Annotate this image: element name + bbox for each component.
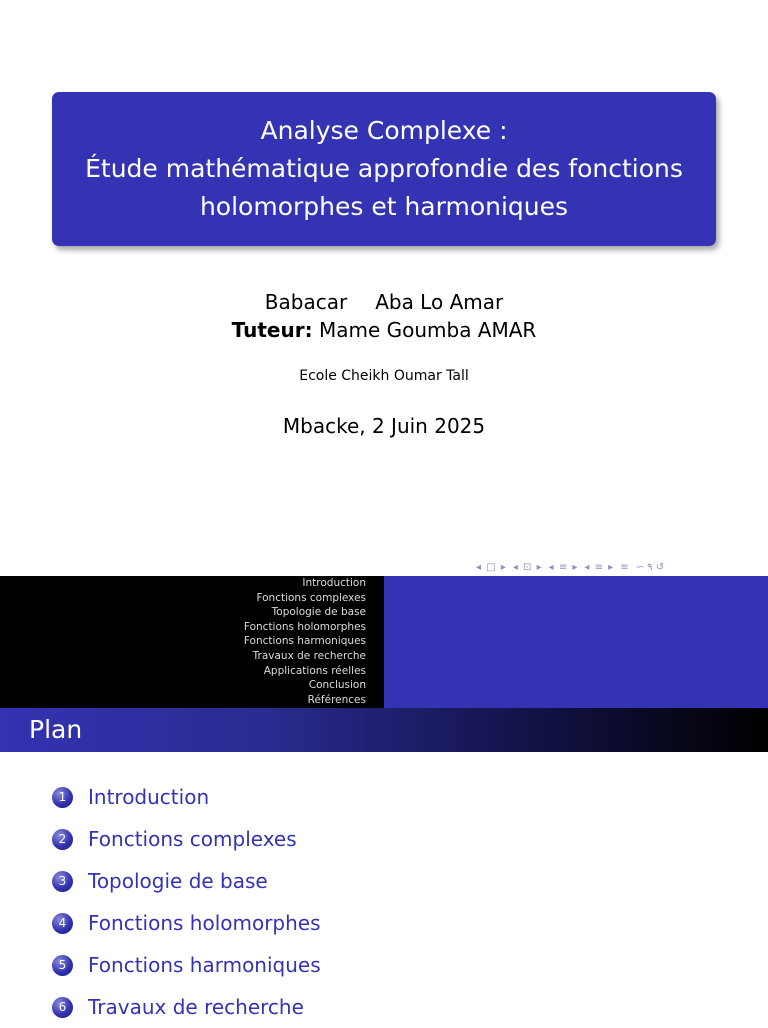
toc-number-badge: 4 — [52, 913, 73, 934]
toc-label[interactable]: Introduction — [88, 785, 210, 809]
section-link-applications[interactable]: Applications réelles — [263, 664, 366, 677]
presentation-nav-icon[interactable]: ◂ ≡ ▸ — [584, 561, 615, 573]
institute: Ecole Cheikh Oumar Tall — [299, 368, 469, 384]
table-of-contents — [52, 776, 321, 1028]
authors — [0, 287, 768, 317]
toc-label[interactable]: Topologie de base — [88, 869, 268, 893]
toc-label[interactable]: Fonctions holomorphes — [88, 911, 321, 935]
title-block — [52, 92, 716, 246]
section-link-references[interactable]: Références — [307, 693, 366, 706]
title-line-1: Analyse Complexe : — [260, 116, 508, 145]
toc-number-badge: 6 — [52, 997, 73, 1018]
beamer-navigation[interactable] — [476, 560, 766, 574]
section-nav-icon[interactable]: ◂ ≡ ▸ — [548, 561, 579, 573]
presentation-date: Mbacke, 2 Juin 2025 — [282, 414, 486, 438]
tutor-name: Mame Goumba AMAR — [318, 318, 537, 342]
title-line-2: Étude mathématique approfondie des fonctions — [85, 154, 683, 183]
toc-item[interactable] — [52, 902, 321, 944]
frame-nav-icon[interactable]: ◂ □ ▸ — [476, 561, 507, 573]
search-back-icon[interactable]: ∽ ۹ ↺ — [635, 561, 665, 573]
section-link-holomorphes[interactable]: Fonctions holomorphes — [243, 620, 366, 633]
toc-label[interactable]: Fonctions harmoniques — [88, 953, 321, 977]
toc-number-badge: 5 — [52, 955, 73, 976]
author-2: Aba Lo Amar — [375, 290, 504, 314]
tutor — [0, 316, 768, 344]
section-link-topologie[interactable]: Topologie de base — [271, 606, 366, 619]
toc-number-badge: 1 — [52, 787, 73, 808]
toc-number-badge: 3 — [52, 871, 73, 892]
section-link-conclusion[interactable]: Conclusion — [308, 679, 366, 692]
section-link-harmoniques[interactable]: Fonctions harmoniques — [243, 635, 366, 648]
section-link-travaux[interactable]: Travaux de recherche — [252, 649, 366, 662]
section-list — [244, 576, 366, 707]
section-link-introduction[interactable]: Introduction — [302, 577, 366, 589]
toc-label[interactable]: Travaux de recherche — [88, 995, 304, 1019]
tutor-label: Tuteur: — [231, 318, 313, 342]
headline-bar — [0, 576, 768, 708]
toc-item[interactable] — [52, 986, 321, 1028]
toc-item[interactable] — [52, 776, 321, 818]
toc-number-badge: 2 — [52, 829, 73, 850]
subsection-navigation — [384, 576, 768, 708]
section-navigation — [0, 576, 384, 708]
toc-label[interactable]: Fonctions complexes — [88, 827, 297, 851]
frame-title: Plan — [0, 708, 768, 752]
section-link-fonctions-complexes[interactable]: Fonctions complexes — [256, 591, 366, 604]
appendix-nav-icon[interactable]: ≡ — [620, 561, 630, 573]
subsection-nav-icon[interactable]: ◂ ⊡ ▸ — [512, 561, 543, 573]
toc-item[interactable] — [52, 818, 321, 860]
author-1: Babacar — [264, 290, 348, 314]
toc-item[interactable] — [52, 860, 321, 902]
plan-slide — [0, 576, 768, 1024]
title-line-3: holomorphes et harmoniques — [199, 192, 569, 221]
toc-item[interactable] — [52, 944, 321, 986]
